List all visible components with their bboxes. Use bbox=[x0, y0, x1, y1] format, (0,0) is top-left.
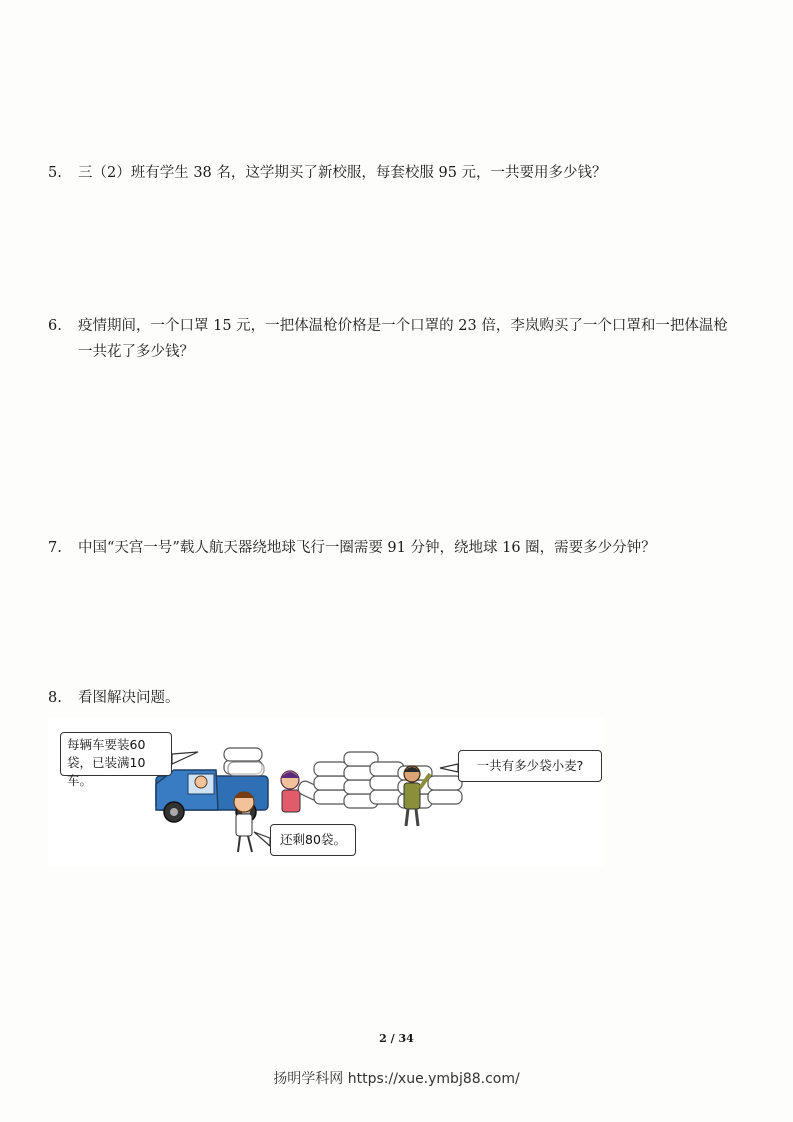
question-text: 中国“天宫一号”载人航天器绕地球飞行一圈需要 91 分钟，绕地球 16 圈，需要多少分钟？ bbox=[78, 540, 656, 556]
bubble-pointer bbox=[440, 764, 458, 772]
question-text: 三（2）班有学生 38 名，这学期买了新校服，每套校服 95 元，一共要用多少钱？ bbox=[78, 165, 607, 181]
speech-bubble-question: 一共有多少袋小麦? bbox=[458, 750, 602, 782]
bubble-pointer bbox=[254, 832, 270, 846]
problem-illustration bbox=[48, 718, 604, 866]
wheat-sacks-icon bbox=[224, 748, 264, 776]
bubble-pointer bbox=[172, 752, 198, 764]
question-number: 7. bbox=[48, 540, 62, 556]
question-text: 疫情期间，一个口罩 15 元，一把体温枪价格是一个口罩的 23 倍，李岚购买了一个口罩和一把体温枪一共花了多少钱？ bbox=[78, 318, 728, 360]
question-number: 5. bbox=[48, 165, 62, 181]
boy-icon bbox=[234, 792, 254, 852]
footer-watermark: 扬明学科网 https://xue.ymbj88.com/ bbox=[273, 1071, 520, 1087]
question-text: 看图解决问题。 bbox=[78, 690, 180, 706]
page-number: 2 / 34 bbox=[379, 1032, 414, 1045]
question-number: 8. bbox=[48, 690, 62, 706]
speech-bubble-remaining: 还剩80袋。 bbox=[270, 824, 356, 856]
sack-pile-icon bbox=[314, 752, 462, 808]
speech-bubble-truck: 每辆车要装60袋，已装满10车。 bbox=[60, 732, 172, 776]
question-number: 6. bbox=[48, 318, 62, 334]
